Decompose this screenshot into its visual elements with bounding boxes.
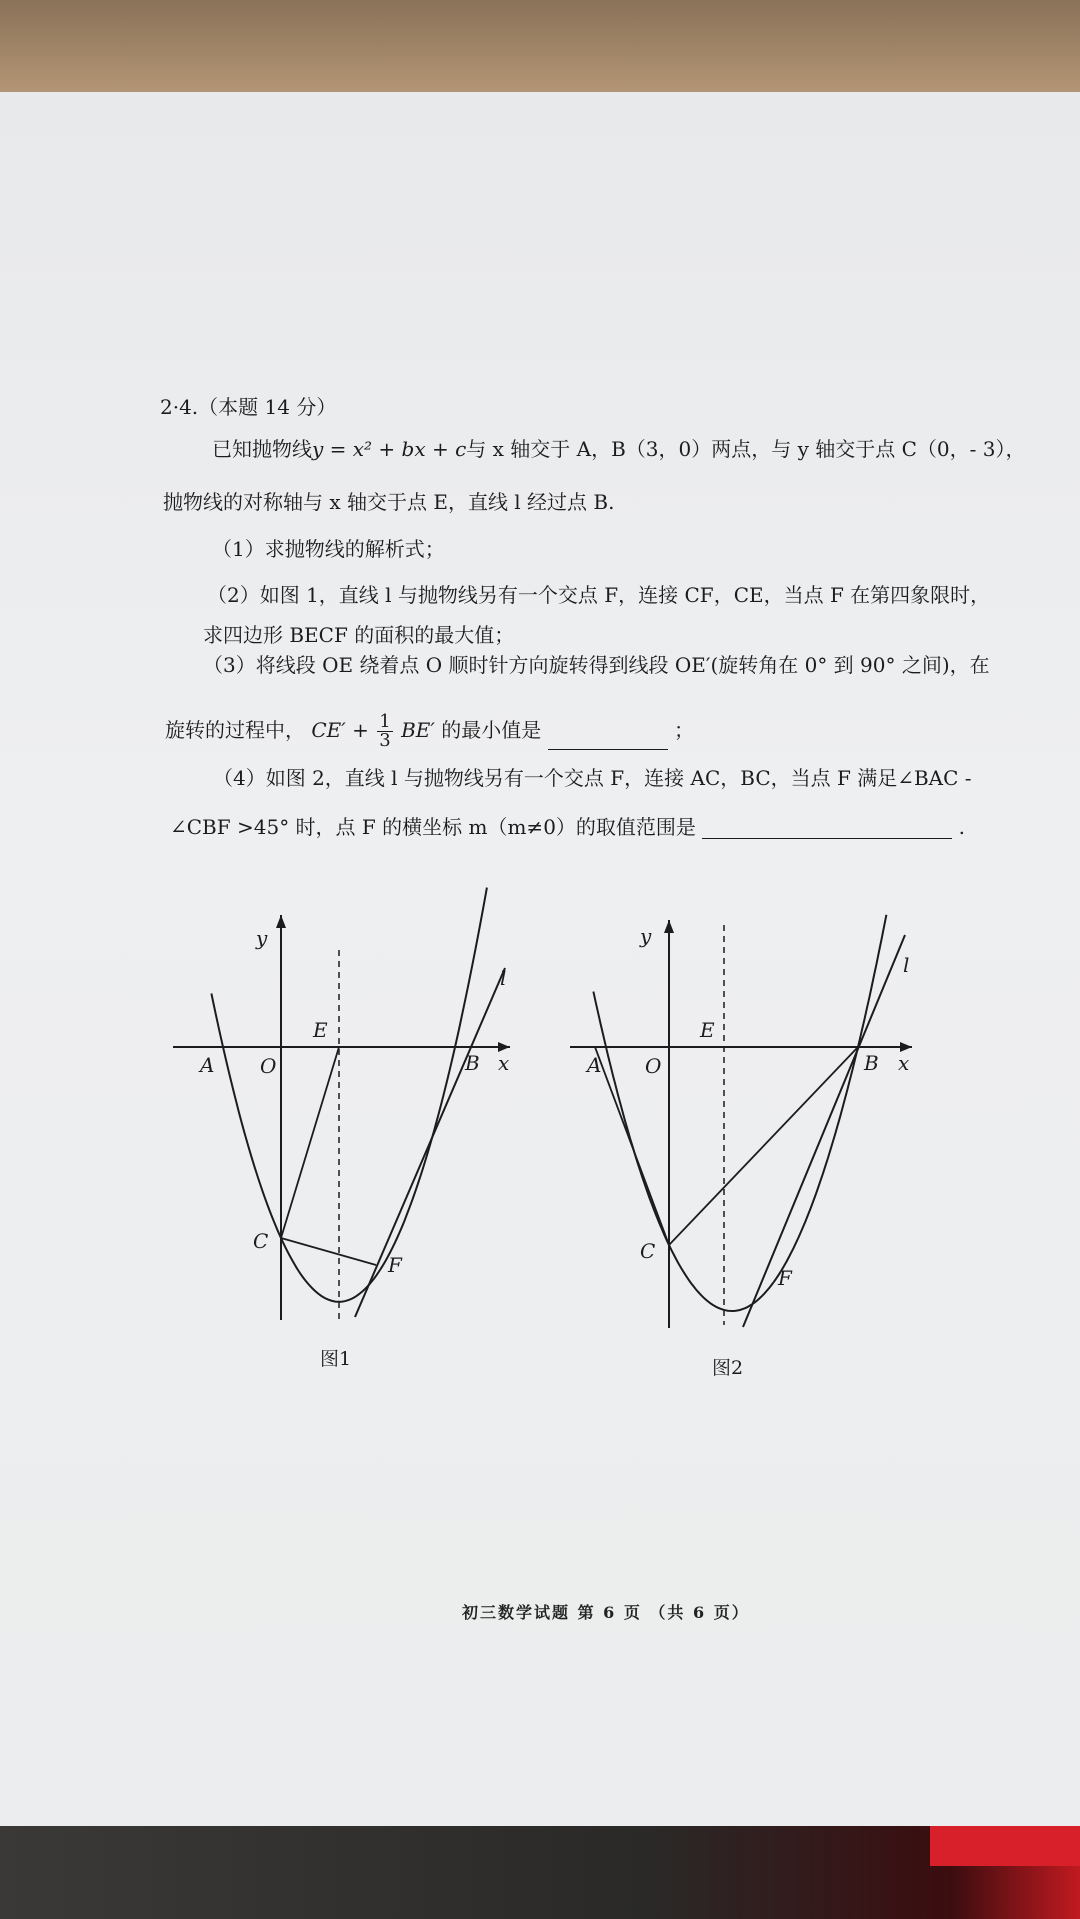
label-l: l: [903, 953, 910, 977]
question-1: （1）求抛物线的解析式；: [212, 537, 445, 561]
page-footer: 初三数学试题 第 6 页 （共 6 页）: [462, 1603, 750, 1622]
label-o: O: [260, 1054, 277, 1078]
y-axis-arrow: [664, 920, 674, 933]
figure-2-caption: 图2: [712, 1357, 744, 1379]
fraction-one-third: $\frac{1}{3}$: [379, 711, 391, 751]
problem-number: 2·4.: [160, 395, 199, 419]
label-o: O: [645, 1054, 662, 1078]
label-a: A: [200, 1053, 215, 1077]
label-f: F: [388, 1253, 402, 1277]
label-e: E: [700, 1018, 715, 1042]
question-4-line2: ∠CBF >45° 时，点 F 的横坐标 m（m≠0）的取值范围是 .: [170, 815, 965, 839]
label-f: F: [778, 1266, 792, 1290]
label-b: B: [465, 1051, 480, 1075]
problem-stem-line2: 抛物线的对称轴与 x 轴交于点 E，直线 l 经过点 B.: [163, 490, 615, 514]
label-a: A: [587, 1053, 602, 1077]
label-l: l: [500, 966, 507, 990]
label-c: C: [253, 1229, 269, 1253]
label-b: B: [864, 1051, 879, 1075]
line-l: [743, 935, 905, 1327]
segment-bc: [669, 1047, 858, 1245]
label-y: y: [256, 926, 268, 950]
question-4-line1: （4）如图 2，直线 l 与抛物线另有一个交点 F，连接 AC，BC，当点 F 满足∠BAC -: [213, 766, 972, 790]
label-c: C: [640, 1239, 656, 1263]
question-3-line1: （3）将线段 OE 绕着点 O 顺时针方向旋转得到线段 OE′(旋转角在 0° 到 90° 之间)，在: [203, 653, 990, 677]
problem-stem-line1: 已知抛物线y = x² + bx + c与 x 轴交于 A，B（3，0）两点，与 y 轴交于点 C（0，- 3），: [212, 437, 1026, 461]
parabola-equation: y = x² + bx + c: [312, 437, 467, 461]
label-x: x: [498, 1051, 510, 1075]
question-2-line2: 求四边形 BECF 的面积的最大值；: [203, 623, 515, 647]
question-3-line2: 旋转的过程中， CE′ + $\frac{1}{3}$ BE′ 的最小值是 ；: [165, 711, 695, 751]
label-x: x: [898, 1051, 910, 1075]
question-2-line1: （2）如图 1，直线 l 与抛物线另有一个交点 F，连接 CF，CE，当点 F 在第四象限时，: [207, 583, 991, 607]
parabola: [593, 915, 886, 1311]
label-y: y: [640, 924, 652, 948]
label-e: E: [313, 1018, 328, 1042]
figure-1-caption: 图1: [320, 1348, 352, 1370]
problem-points: （本题 14 分）: [198, 395, 337, 419]
